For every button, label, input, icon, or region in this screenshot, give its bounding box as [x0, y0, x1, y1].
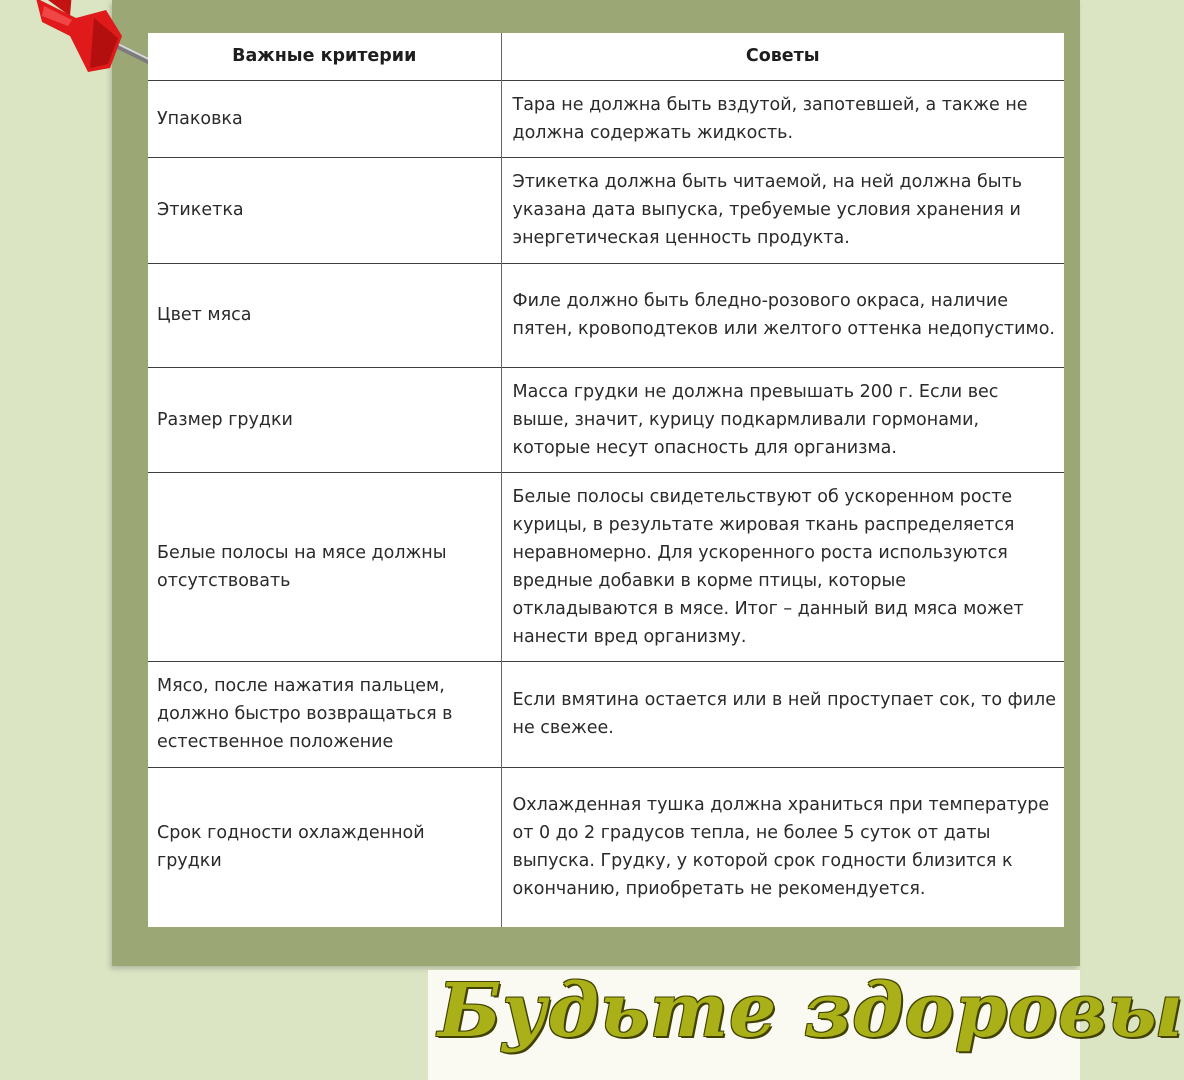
- table-header-row: [148, 33, 1064, 80]
- header-tips: Советы: [501, 33, 1064, 80]
- table-row: [148, 263, 1064, 367]
- table-row: [148, 472, 1064, 661]
- tip-cell: Масса грудки не должна превышать 200 г. Если вес выше, значит, курицу подкармливали гормонами, которые несут опасность для организма.: [501, 367, 1064, 472]
- criteria-table-container: [148, 33, 1064, 927]
- tip-cell: Этикетка должна быть читаемой, на ней должна быть указана дата выпуска, требуемые условия хранения и энергетическая ценность продукта.: [501, 157, 1064, 263]
- tip-cell: Тара не должна быть вздутой, запотевшей, а также не должна содержать жидкость.: [501, 80, 1064, 157]
- criterion-cell: Цвет мяса: [157, 305, 252, 325]
- criteria-table: [148, 33, 1064, 927]
- table-row: [148, 767, 1064, 927]
- table-row: [148, 367, 1064, 472]
- criterion-cell: Размер грудки: [157, 409, 293, 430]
- table-row: [148, 661, 1064, 767]
- tip-cell: Охлажденная тушка должна храниться при температуре от 0 до 2 градусов тепла, не более 5 суток от даты выпуска. Грудку, у которой срок годности близится к окончанию, приобретать не рекомендуется.: [501, 767, 1064, 927]
- table-row: [148, 157, 1064, 263]
- table-row: [148, 80, 1064, 157]
- slogan-text: Будьте здоровы: [438, 968, 1184, 1054]
- tip-cell: Если вмятина остается или в ней проступает сок, то филе не свежее.: [501, 661, 1064, 767]
- criterion-cell: Этикетка: [157, 200, 244, 220]
- header-criteria: Важные критерии: [232, 46, 417, 67]
- tip-cell: Филе должно быть бледно-розового окраса, наличие пятен, кровоподтеков или желтого оттенка недопустимо.: [501, 263, 1064, 367]
- criterion-cell: Белые полосы на мясе должны отсутствовать: [157, 542, 447, 591]
- criterion-cell: Упаковка: [157, 108, 243, 129]
- criterion-cell: Мясо, после нажатия пальцем, должно быстро возвращаться в естественное положение: [157, 676, 453, 752]
- criterion-cell: Срок годности охлажденной грудки: [157, 823, 425, 872]
- tip-cell: Белые полосы свидетельствуют об ускоренном росте курицы, в результате жировая ткань распределяется неравномерно. Для ускоренного роста используются вредные добавки в корме птицы, которые откладываются в мясе. Итог – данный вид мяса может нанести вред организму.: [501, 472, 1064, 661]
